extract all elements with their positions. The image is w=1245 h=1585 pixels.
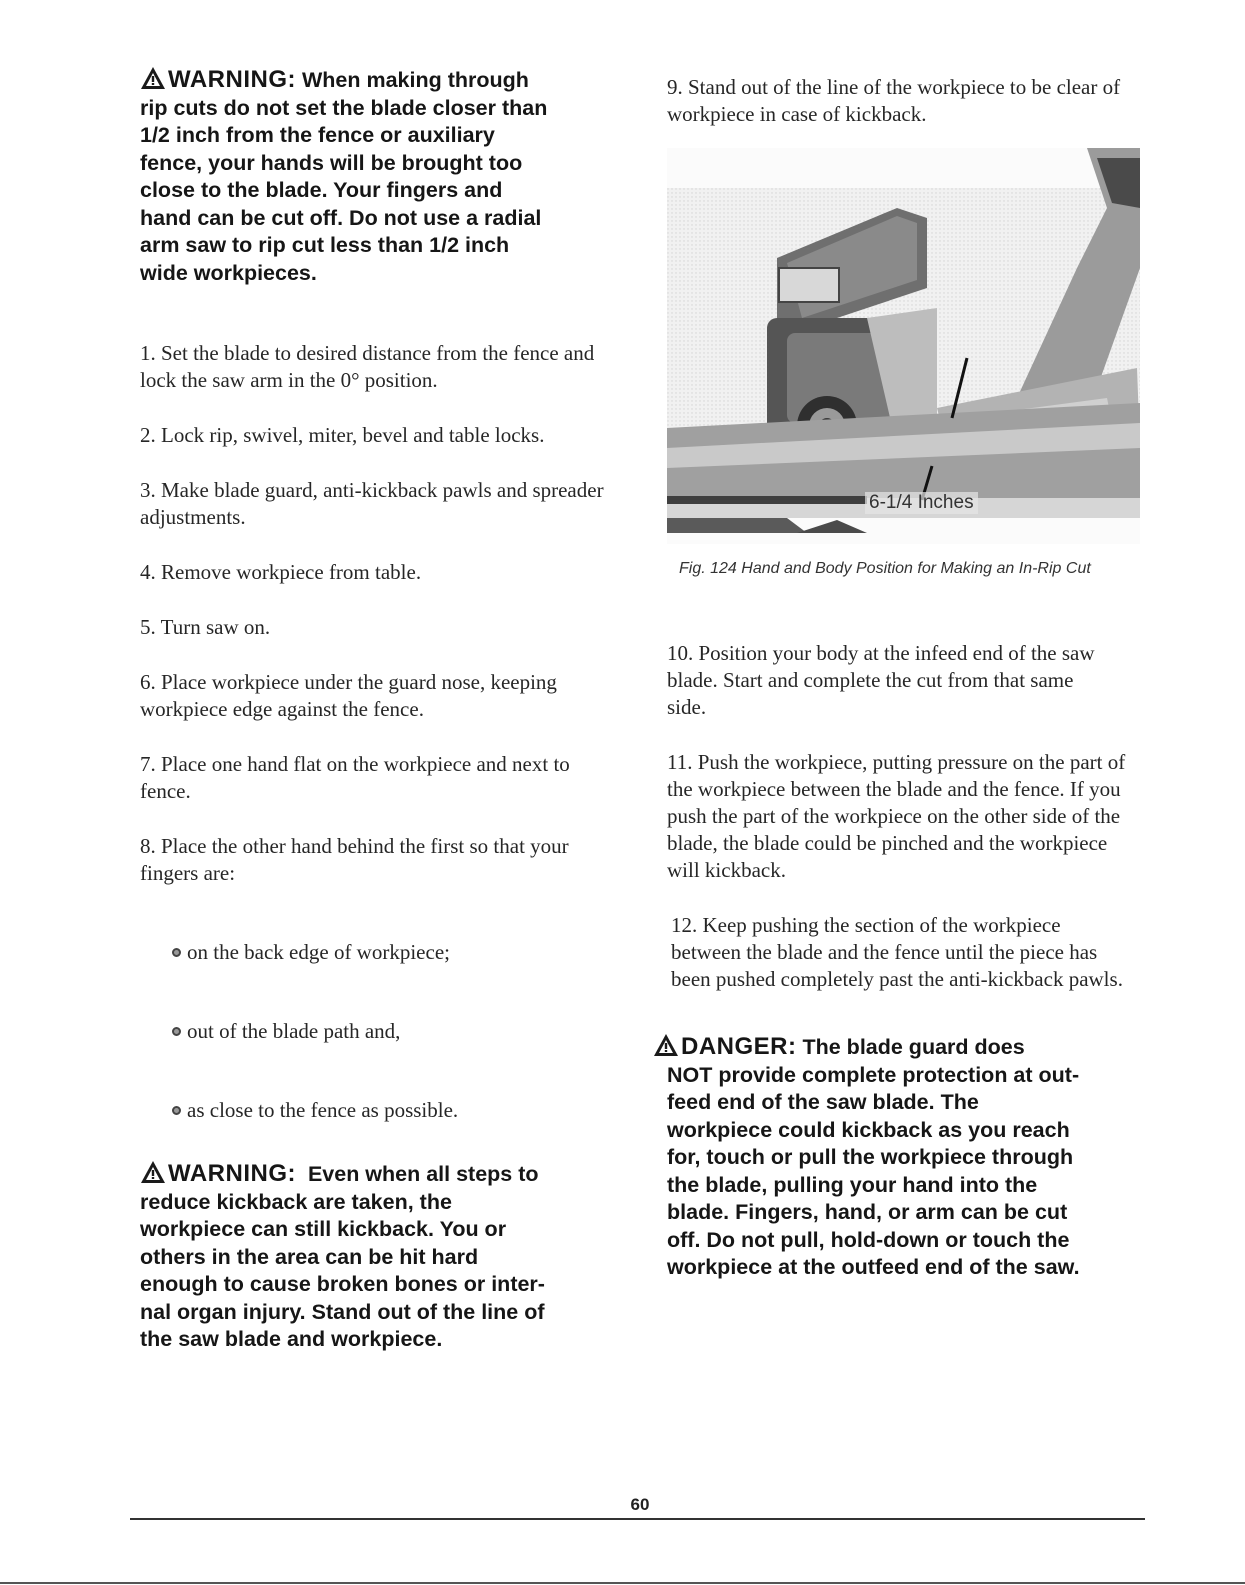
danger-line: workpiece at the outfeed end of the saw. <box>667 1255 1080 1279</box>
warning-2-line: nal organ injury. Stand out of the line of <box>140 1299 545 1324</box>
step-3: 3. Make blade guard, anti-kickback pawls and spreader adjustments. <box>140 478 604 529</box>
danger-line: blade. Fingers, hand, or arm can be cut <box>667 1200 1068 1224</box>
warning-2-line: workpiece can still kickback. You or <box>140 1217 507 1241</box>
figure-caption: Fig. 124 Hand and Body Position for Making an In-Rip Cut <box>679 560 1091 577</box>
danger-line: NOT provide complete protection at out- <box>667 1062 1080 1087</box>
warning-2-line: enough to cause broken bones or inter- <box>140 1272 545 1296</box>
step-8: 8. Place the other hand behind the first so that your fingers are: <box>140 834 569 885</box>
figure-photo <box>667 148 1140 544</box>
right-column <box>667 74 1142 128</box>
warning-2-line: the saw blade and workpiece. <box>140 1327 443 1351</box>
footer-rule <box>130 1518 1145 1520</box>
bullet-icon <box>172 1027 181 1036</box>
measure-label: 6-1/4 Inches <box>865 492 978 514</box>
step-7: 7. Place one hand flat on the workpiece and next to fence. <box>140 752 570 803</box>
warning-2-line: others in the area can be hit hard <box>140 1244 479 1269</box>
right-steps <box>667 640 1142 1282</box>
step-1: 1. Set the blade to desired distance from the fence and lock the saw arm in the 0° position. <box>140 341 595 392</box>
warning-block-2 <box>140 1160 610 1354</box>
bullet-text: on the back edge of workpiece; <box>187 940 450 964</box>
danger-line: the blade, pulling your hand into the <box>667 1172 1038 1197</box>
warning-1-line: 1/2 inch from the fence or auxiliary <box>140 123 495 147</box>
danger-line: feed end of the saw blade. The <box>667 1090 979 1114</box>
danger-label: DANGER: <box>681 1033 797 1060</box>
step-2: 2. Lock rip, swivel, miter, bevel and table locks. <box>140 423 545 447</box>
step-10: 10. Position your body at the infeed end of the saw blade. Start and complete the cut from that same side. <box>667 641 1095 719</box>
step-5: 5. Turn saw on. <box>140 615 271 639</box>
warning-1-line-1 <box>140 66 610 95</box>
danger-triangle-icon <box>653 1033 679 1057</box>
warning-1-line: arm saw to rip cut less than 1/2 inch <box>140 233 510 257</box>
bullet-item <box>172 939 610 966</box>
step-9: 9. Stand out of the line of the workpiece to be clear of workpiece in case of kickback. <box>667 75 1121 126</box>
danger-line: workpiece could kickback as you reach <box>667 1117 1070 1142</box>
danger-first-line: The blade guard does <box>802 1035 1025 1059</box>
warning-block-1 <box>140 66 610 287</box>
danger-line: for, touch or pull the workpiece through <box>667 1145 1074 1169</box>
warning-triangle-icon <box>140 66 166 90</box>
danger-line: off. Do not pull, hold-down or touch the <box>667 1227 1070 1252</box>
bullet-icon <box>172 1106 181 1115</box>
step-4: 4. Remove workpiece from table. <box>140 560 422 584</box>
bullet-item <box>172 1018 610 1045</box>
warning-1-line: wide workpieces. <box>140 260 317 285</box>
step-11: 11. Push the workpiece, putting pressure on the part of the workpiece between the blade and the fence. If you push the part of the workpiece on the other side of the blade, the blade could be pinched and the workpiece will kickback. <box>667 750 1126 882</box>
warning-1-line: close to the blade. Your fingers and <box>140 178 503 202</box>
bullet-item <box>172 1097 610 1124</box>
warning-2-line-1 <box>140 1160 610 1189</box>
warning-1-first-line: When making through <box>301 68 529 92</box>
danger-line-1 <box>653 1033 1142 1062</box>
warning-1-line: hand can be cut off. Do not use a radial <box>140 205 542 230</box>
left-column <box>140 66 610 1354</box>
page-edge-rule <box>0 1582 1245 1584</box>
figure-caption-wrap <box>679 557 1139 580</box>
warning-1-line: fence, your hands will be brought too <box>140 150 523 175</box>
bullet-text: out of the blade path and, <box>187 1019 401 1043</box>
warning-2-first-line: Even when all steps to <box>307 1162 539 1186</box>
bullet-text: as close to the fence as possible. <box>187 1098 459 1122</box>
saw-photo-illustration <box>667 148 1140 544</box>
page-number: 60 <box>630 1495 650 1514</box>
warning-1-label: WARNING: <box>168 66 296 93</box>
warning-2-label: WARNING: <box>168 1160 296 1187</box>
danger-block <box>667 1033 1142 1282</box>
warning-2-line: reduce kickback are taken, the <box>140 1189 452 1214</box>
step-12: 12. Keep pushing the section of the workpiece between the blade and the fence until the piece has been pushed completely past the anti-kickback pawls. <box>671 913 1123 991</box>
step-6: 6. Place workpiece under the guard nose, keeping workpiece edge against the fence. <box>140 670 557 721</box>
warning-triangle-icon <box>140 1160 166 1184</box>
bullet-icon <box>172 948 181 957</box>
warning-1-line: rip cuts do not set the blade closer than <box>140 95 548 120</box>
